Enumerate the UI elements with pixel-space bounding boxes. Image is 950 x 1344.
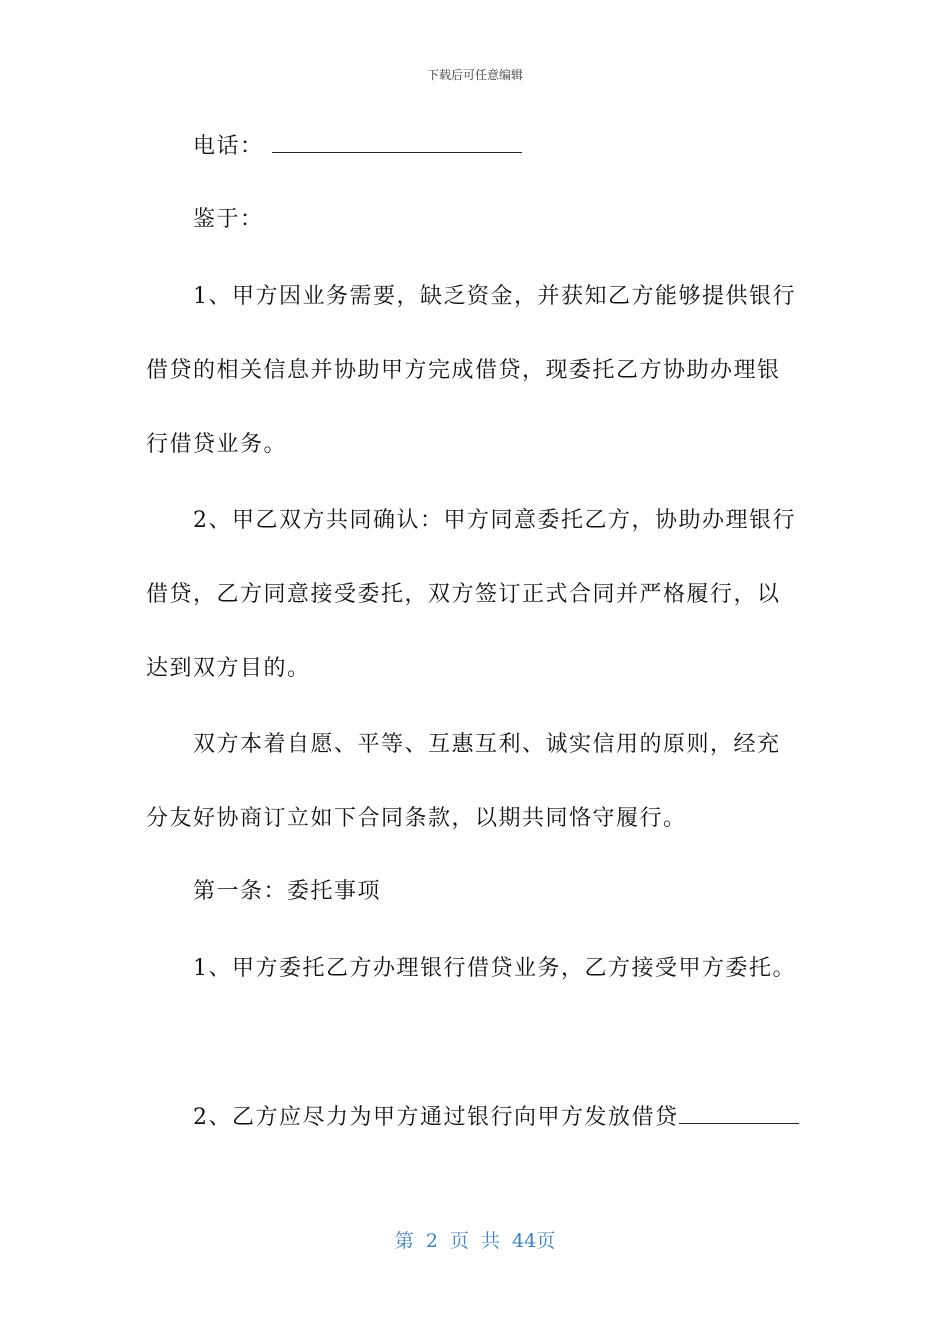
page-header: 下载后可任意编辑: [426, 68, 523, 82]
paragraph-1-line-1: 1、甲方因业务需要，缺乏资金，并获知乙方能够提供银行: [193, 284, 796, 309]
article-1-title: 第一条：委托事项: [193, 879, 382, 904]
page-number: 第 2 页 共 44页: [394, 1230, 556, 1252]
article-1-item-2: 2、乙方应尽力为甲方通过银行向甲方发放借贷: [193, 1105, 679, 1130]
article-1-item-2-line: [193, 1103, 799, 1133]
phone-blank: [272, 134, 522, 153]
paragraph-3-line-1: 双方本着自愿、平等、互惠互利、诚实信用的原则，经充: [193, 732, 781, 757]
paragraph-1-line-3: 行借贷业务。: [146, 432, 288, 457]
paragraph-3-line-2: 分友好协商订立如下合同条款，以期共同恪守履行。: [146, 806, 687, 831]
paragraph-2-line-1: 2、甲乙双方共同确认：甲方同意委托乙方，协助办理银行: [193, 508, 796, 533]
phone-line: [193, 132, 522, 162]
phone-label: 电话：: [193, 134, 264, 159]
paragraph-2-line-2: 借贷，乙方同意接受委托，双方签订正式合同并严格履行，以: [146, 582, 781, 607]
amount-blank: [679, 1105, 799, 1124]
article-1-item-1: 1、甲方委托乙方办理银行借贷业务，乙方接受甲方委托。: [193, 956, 796, 981]
paragraph-1-line-2: 借贷的相关信息并协助甲方完成借贷，现委托乙方协助办理银: [146, 358, 781, 383]
given-label: 鉴于：: [193, 207, 264, 232]
paragraph-2-line-3: 达到双方目的。: [146, 656, 311, 681]
